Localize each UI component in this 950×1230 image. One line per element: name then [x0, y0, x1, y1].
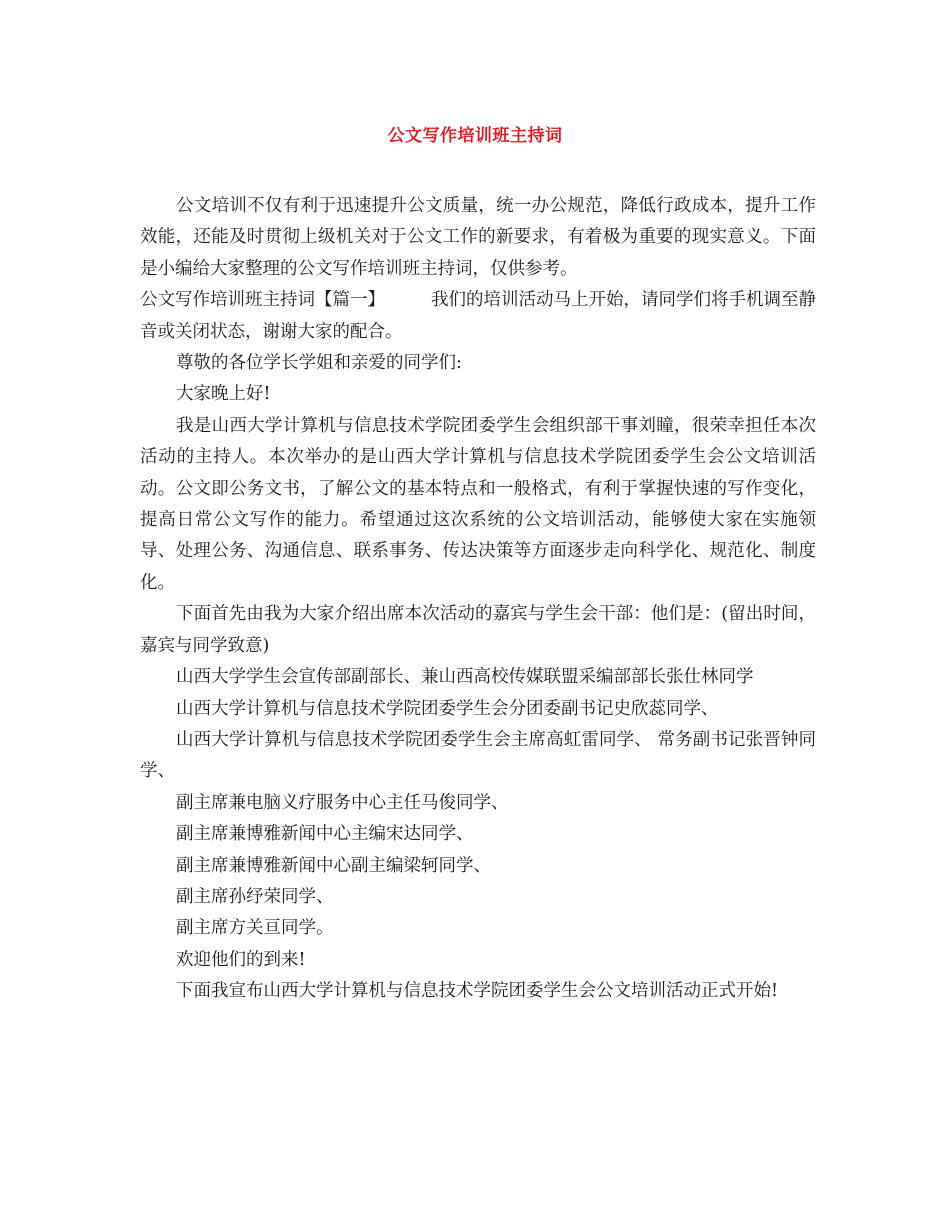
- guest-line: 副主席孙纾荣同学、: [176, 886, 334, 907]
- guest-line: 山西大学计算机与信息技术学院团委学生会分团委副书记史欣蕊同学、: [176, 698, 719, 719]
- salutation-paragraph: 大家晚上好!: [176, 384, 271, 405]
- guest-line: 副主席方关亘同学。: [176, 918, 334, 939]
- document-title: 公文写作培训班主持词: [387, 126, 563, 146]
- document-body: [140, 191, 816, 1008]
- welcome-paragraph: 欢迎他们的到来!: [176, 949, 306, 970]
- section-paragraph: [140, 285, 816, 348]
- opening-paragraph: 下面我宣布山西大学计算机与信息技术学院团委学生会公文培训活动正式开始!: [176, 981, 779, 1002]
- host-intro-paragraph: 我是山西大学计算机与信息技术学院团委学生会组织部干事刘瞳，很荣幸担任本次活动的主持人。本次举办的是山西大学计算机与信息技术学院团委学生会公文培训活动。公文即公务文书，了解公文的基本特点和一般格式，有利于掌握快速的写作变化，提高日常公文写作的能力。希望通过这次系统的公文培训活动，能够使大家在实施领导、处理公务、沟通信息、联系事务、传达决策等方面逐步走向科学化、规范化、制度化。: [140, 415, 816, 593]
- guest-line: 山西大学学生会宣传部副部长、兼山西高校传媒联盟采编部部长张仕林同学: [176, 667, 754, 688]
- section-heading: 公文写作培训班主持词【篇一】: [140, 290, 385, 311]
- intro-paragraph: 公文培训不仅有利于迅速提升公文质量，统一办公规范，降低行政成本，提升工作效能，还能及时贯彻上级机关对于公文工作的新要求，有着极为重要的现实意义。下面是小编给大家整理的公文写作培训班主持词，仅供参考。: [140, 196, 816, 279]
- guest-intro-paragraph: 下面首先由我为大家介绍出席本次活动的嘉宾与学生会干部：他们是：(留出时间，嘉宾与同学致意): [140, 604, 816, 656]
- guest-line: 山西大学计算机与信息技术学院团委学生会主席高虹雷同学、 常务副书记张晋钟同学、: [140, 729, 816, 782]
- guest-line: 副主席兼电脑义疗服务中心主任马俊同学、: [176, 792, 509, 813]
- greeting-paragraph: 尊敬的各位学长学姐和亲爱的同学们:: [176, 353, 462, 374]
- section-first-text: 我们的培训活动马上开始，请同学们将手机调至静音或关闭状态，谢谢大家的配合。: [140, 290, 816, 342]
- guest-line: 副主席兼博雅新闻中心主编宋达同学、: [176, 824, 474, 845]
- guest-line: 副主席兼博雅新闻中心副主编梁轲同学、: [176, 855, 491, 876]
